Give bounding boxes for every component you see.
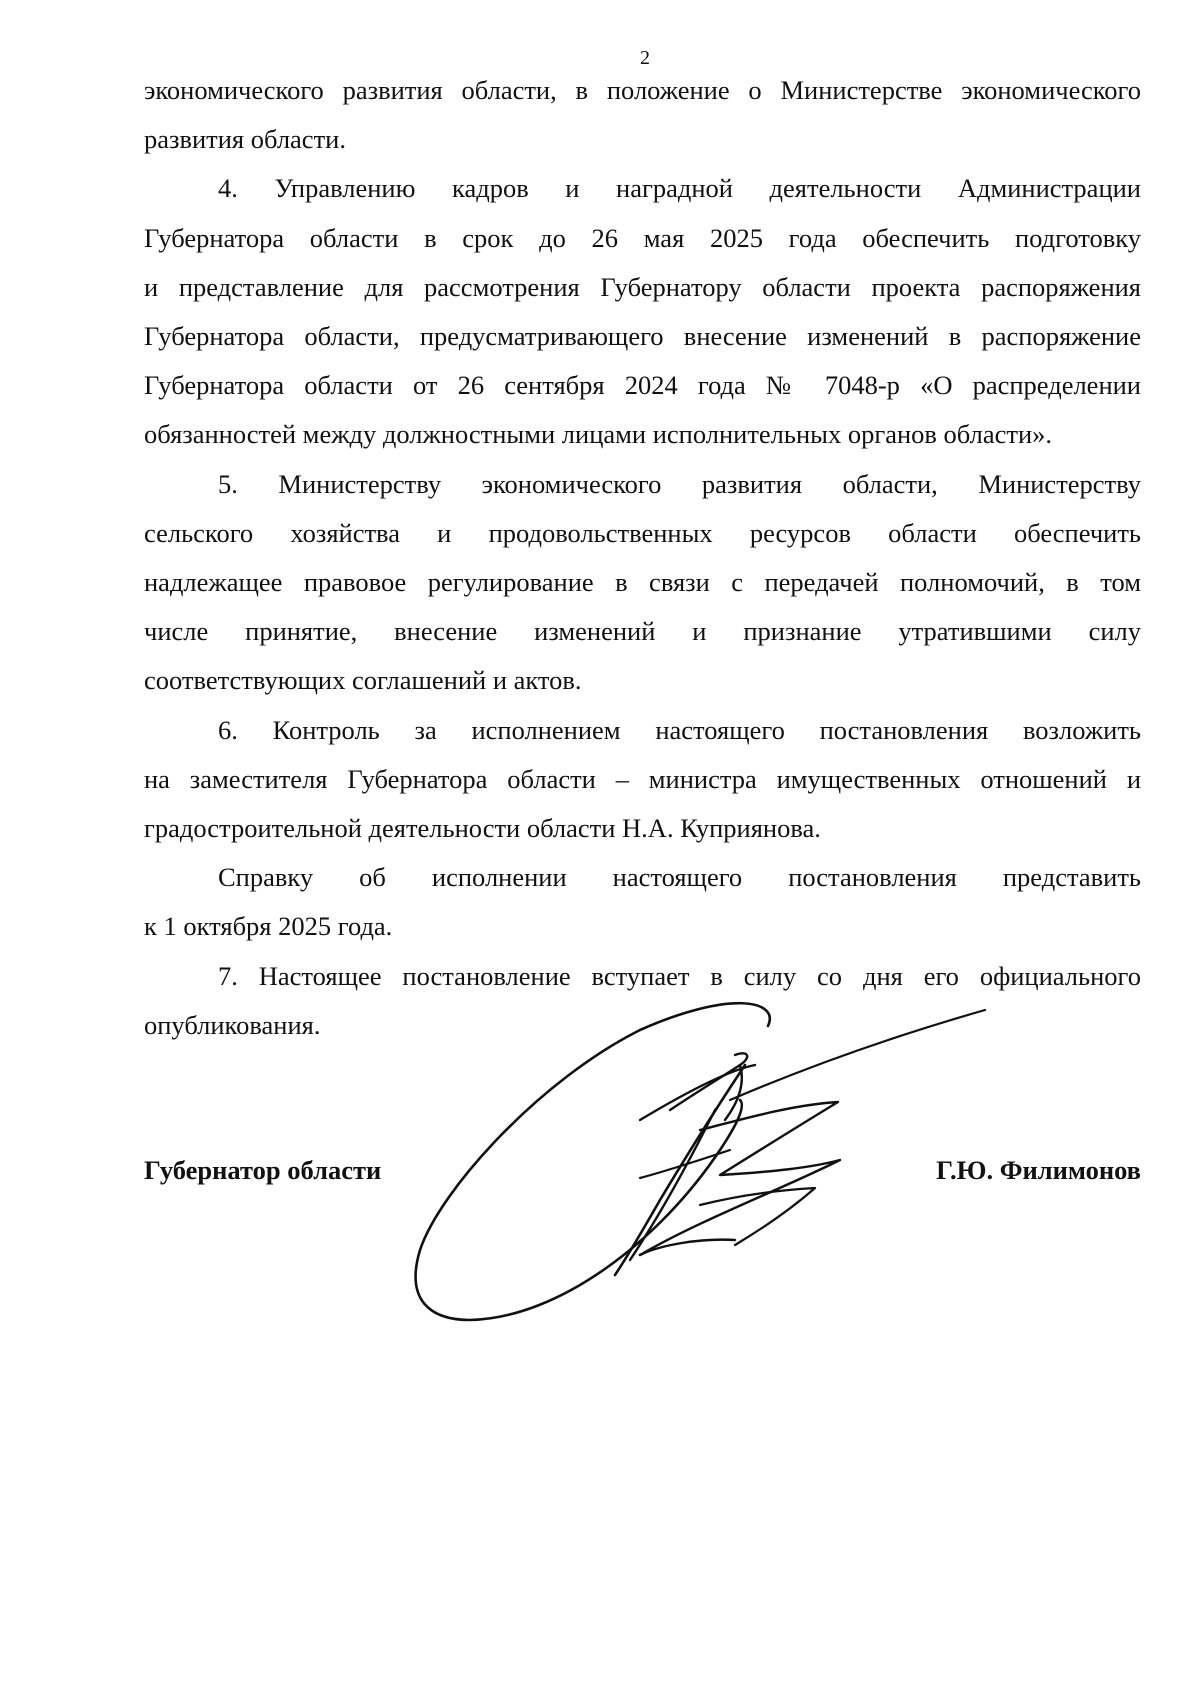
paragraph-report [144,853,1141,951]
paragraph-item-4 [144,164,1141,459]
paragraph-item-6 [144,706,1141,854]
paragraph-item-5 [144,460,1141,706]
text-line: надлежащее правовое регулирование в связи с передачей полномочий, в том [144,567,1141,598]
text-line: развития области. [144,124,346,155]
text-line: к 1 октября 2025 года. [144,911,393,942]
text-line: Справку об исполнении настоящего постановления представить [218,862,1141,893]
signature-block [144,1150,1141,1190]
paragraph-item-7 [144,952,1141,1050]
text-line: 4. Управлению кадров и наградной деятельности Администрации [218,173,1141,204]
text-line: 7. Настоящее постановление вступает в силу со дня его официального [218,960,1141,991]
text-line: и представление для рассмотрения Губернатору области проекта распоряжения [144,271,1141,302]
text-line: числе принятие, внесение изменений и признание утратившими силу [144,616,1141,647]
page-number: 2 [640,47,650,69]
text-line: Губернатора области от 26 сентября 2024 года № 7048-р «О распределении [144,370,1141,401]
text-line: экономического развития области, в положение о Министерстве экономического [144,75,1141,105]
signatory-name: Г.Ю. Филимонов [936,1155,1141,1185]
signatory-title: Губернатор области [144,1155,382,1185]
text-line: соответствующих соглашений и актов. [144,665,582,696]
text-line: 6. Контроль за исполнением настоящего постановления возложить [218,714,1141,745]
document-body [144,66,1141,1050]
text-line: Губернатора области, предусматривающего внесение изменений в распоряжение [144,321,1141,352]
text-line: опубликования. [144,1009,321,1040]
text-line: Губернатора области в срок до 26 мая 2025 года обеспечить подготовку [144,222,1141,253]
text-line: на заместителя Губернатора области – министра имущественных отношений и [144,763,1141,794]
paragraph-continuation [144,66,1141,164]
text-line: 5. Министерству экономического развития области, Министерству [218,468,1141,499]
text-line: сельского хозяйства и продовольственных ресурсов области обеспечить [144,517,1141,548]
text-line: обязанностей между должностными лицами исполнительных органов области». [144,419,1053,450]
text-line: градостроительной деятельности области Н.А. Куприянова. [144,813,821,844]
